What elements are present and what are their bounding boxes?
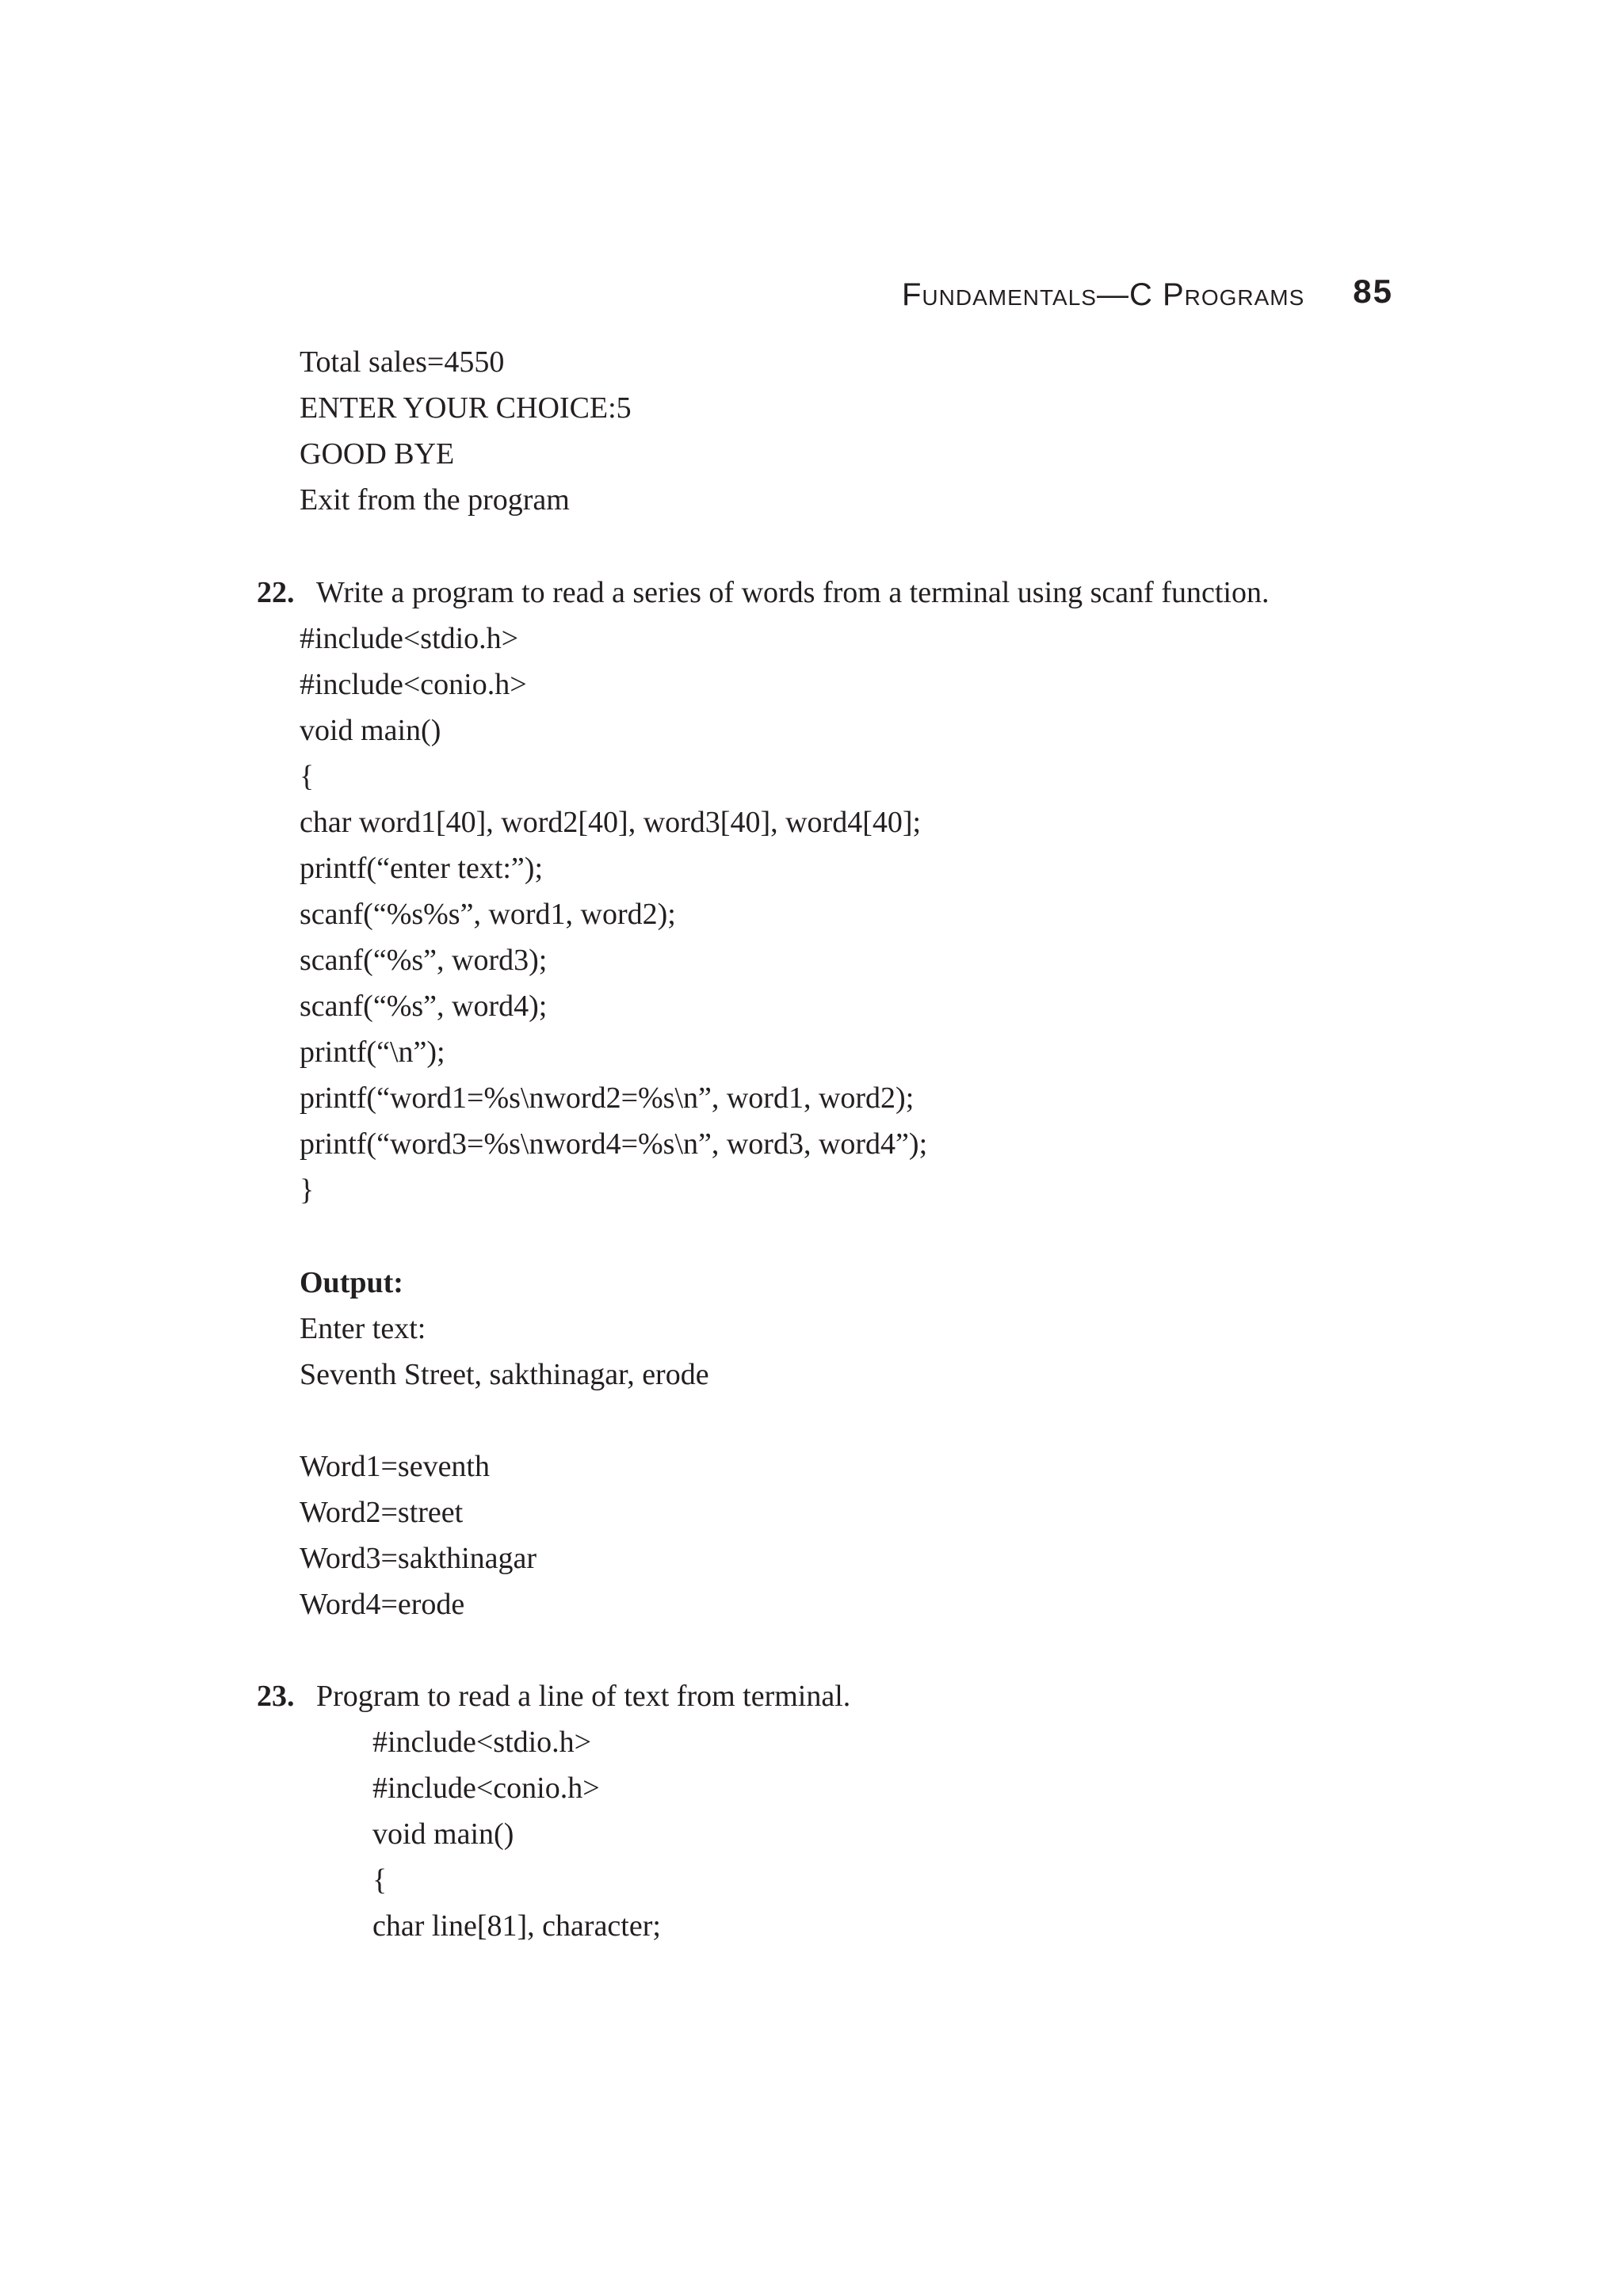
code-line: char line[81], character;: [372, 1909, 661, 1943]
code-line: {: [372, 1863, 388, 1897]
code-line: #include<stdio.h>: [300, 622, 519, 655]
code-line: char word1[40], word2[40], word3[40], word4[40];: [300, 806, 922, 839]
output-line: Word4=erode: [300, 1588, 465, 1621]
code-line: printf(“word3=%s\nword4=%s\n”, word3, word4”);: [300, 1127, 928, 1161]
question-text: Program to read a line of text from terminal.: [316, 1680, 851, 1713]
output-line: Total sales=4550: [300, 345, 505, 379]
code-line: #include<conio.h>: [300, 668, 527, 701]
code-line: void main(): [300, 714, 441, 747]
code-line: }: [300, 1173, 315, 1207]
code-line: scanf(“%s”, word4);: [300, 990, 548, 1023]
code-line: printf(“enter text:”);: [300, 852, 544, 885]
output-line: Exit from the program: [300, 483, 570, 517]
output-line: Enter text:: [300, 1312, 426, 1345]
question-text: Write a program to read a series of words from a terminal using scanf function.: [316, 576, 1270, 609]
code-line: scanf(“%s%s”, word1, word2);: [300, 898, 676, 931]
output-line: ENTER YOUR CHOICE:5: [300, 391, 632, 425]
code-line: void main(): [372, 1817, 514, 1851]
code-line: #include<conio.h>: [372, 1772, 600, 1805]
output-line: Word1=seventh: [300, 1450, 490, 1483]
running-header: [902, 273, 1401, 320]
output-heading: Output:: [300, 1266, 403, 1299]
code-line: scanf(“%s”, word3);: [300, 944, 548, 977]
running-title: Fundamentals—C Programs: [902, 277, 1305, 312]
output-line: Word3=sakthinagar: [300, 1542, 537, 1575]
output-line: GOOD BYE: [300, 437, 455, 471]
code-line: #include<stdio.h>: [372, 1726, 592, 1759]
output-line: Seventh Street, sakthinagar, erode: [300, 1358, 709, 1391]
code-line: {: [300, 760, 315, 793]
code-line: printf(“\n”);: [300, 1035, 445, 1069]
page-number: 85: [1353, 273, 1393, 310]
question-number: 22.: [257, 576, 295, 609]
question-number: 23.: [257, 1680, 295, 1713]
code-line: printf(“word1=%s\nword2=%s\n”, word1, word2);: [300, 1081, 915, 1115]
output-line: Word2=street: [300, 1496, 464, 1529]
